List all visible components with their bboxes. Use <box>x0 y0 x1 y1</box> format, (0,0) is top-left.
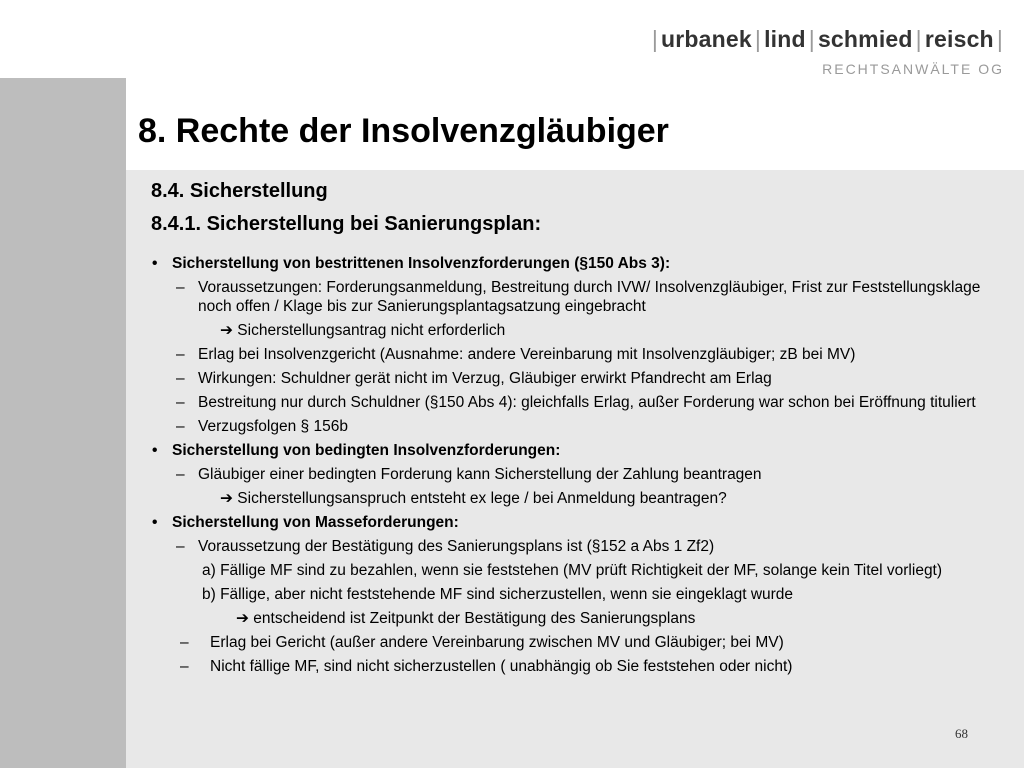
logo-name: | urbanek | lind | schmied | reisch | <box>651 26 1003 52</box>
list-item-text: b) Fällige, aber nicht feststehende MF sind sicherzustellen, wenn sie eingeklagt wurde <box>202 586 794 603</box>
list-item-text: Gläubiger einer bedingten Forderung kann Sicherstellung der Zahlung beantragen <box>198 466 762 483</box>
list-item-text: Voraussetzungen: Forderungsanmeldung, Bestreitung durch IVW/ Insolvenzgläubiger, Frist zur Feststellungsklage noch offen / Klage bis zur Sanierungsplantagsatzung eingebracht <box>198 279 981 315</box>
list-item-text: Sicherstellung von bedingten Insolvenzforderungen: <box>172 442 561 459</box>
list-item <box>148 609 1018 628</box>
list-item <box>148 465 1018 484</box>
list-item-text: a) Fällige MF sind zu bezahlen, wenn sie feststehen (MV prüft Richtigkeit der MF, solange kein Titel vorliegt) <box>202 562 943 579</box>
list-item <box>148 254 1018 273</box>
list-item <box>148 513 1018 532</box>
list-item-text: ➔ Sicherstellungsantrag nicht erforderlich <box>220 322 506 339</box>
list-item <box>148 537 1018 556</box>
left-decorative-bar <box>0 78 126 768</box>
bullet-marker: • <box>152 442 158 459</box>
logo-name-2: lind <box>764 26 806 52</box>
dash-marker: – <box>176 466 185 483</box>
list-item-text: Nicht fällige MF, sind nicht sicherzustellen ( unabhängig ob Sie feststehen oder nicht) <box>210 658 793 675</box>
bullet-marker: • <box>152 514 158 531</box>
bullet-marker: • <box>152 255 158 272</box>
dash-marker: – <box>176 538 185 555</box>
list-item-text: Voraussetzung der Bestätigung des Sanierungsplans ist (§152 a Abs 1 Zf2) <box>198 538 715 555</box>
list-item-text: Sicherstellung von Masseforderungen: <box>172 514 459 531</box>
list-item <box>148 561 1018 580</box>
dash-marker: – <box>180 634 189 651</box>
dash-marker: – <box>176 370 185 387</box>
dash-marker: – <box>176 279 185 296</box>
list-item <box>148 345 1018 364</box>
list-item <box>148 441 1018 460</box>
list-item <box>148 278 1018 316</box>
list-item-text: Erlag bei Gericht (außer andere Vereinbarung zwischen MV und Gläubiger; bei MV) <box>210 634 784 651</box>
list-item-text: ➔ Sicherstellungsanspruch entsteht ex lege / bei Anmeldung beantragen? <box>220 490 727 507</box>
list-item <box>148 633 1018 652</box>
subsection-heading: 8.4.1. Sicherstellung bei Sanierungsplan: <box>151 213 542 235</box>
logo-name-4: reisch <box>924 26 994 52</box>
list-item-text: ➔ entscheidend ist Zeitpunkt der Bestätigung des Sanierungsplans <box>236 610 696 627</box>
list-item-text: Bestreitung nur durch Schuldner (§150 Abs 4): gleichfalls Erlag, außer Forderung war schon bei Eröffnung tituliert <box>198 394 976 411</box>
list-item-text: Wirkungen: Schuldner gerät nicht im Verzug, Gläubiger erwirkt Pfandrecht am Erlag <box>198 370 772 387</box>
list-item <box>148 369 1018 388</box>
list-item <box>148 321 1018 340</box>
logo-name-3: schmied <box>817 26 913 52</box>
list-item-text: Erlag bei Insolvenzgericht (Ausnahme: andere Vereinbarung mit Insolvenzgläubiger; zB bei MV) <box>198 346 856 363</box>
list-item <box>148 417 1018 436</box>
dash-marker: – <box>176 394 185 411</box>
page-number: 68 <box>955 726 968 741</box>
firm-logo <box>649 26 1006 77</box>
section-heading: 8.4. Sicherstellung <box>151 180 328 202</box>
content-list <box>148 254 1018 681</box>
list-item <box>148 489 1018 508</box>
dash-marker: – <box>180 658 189 675</box>
list-item-text: Sicherstellung von bestrittenen Insolvenzforderungen (§150 Abs 3): <box>172 255 671 272</box>
list-item <box>148 657 1018 676</box>
dash-marker: – <box>176 418 185 435</box>
logo-subtitle: RECHTSANWÄLTE OG <box>822 61 1004 77</box>
page-title: 8. Rechte der Insolvenzgläubiger <box>138 112 669 150</box>
list-item-text: Verzugsfolgen § 156b <box>198 418 348 435</box>
dash-marker: – <box>176 346 185 363</box>
list-item <box>148 393 1018 412</box>
list-item <box>148 585 1018 604</box>
logo-name-1: urbanek <box>661 26 752 52</box>
